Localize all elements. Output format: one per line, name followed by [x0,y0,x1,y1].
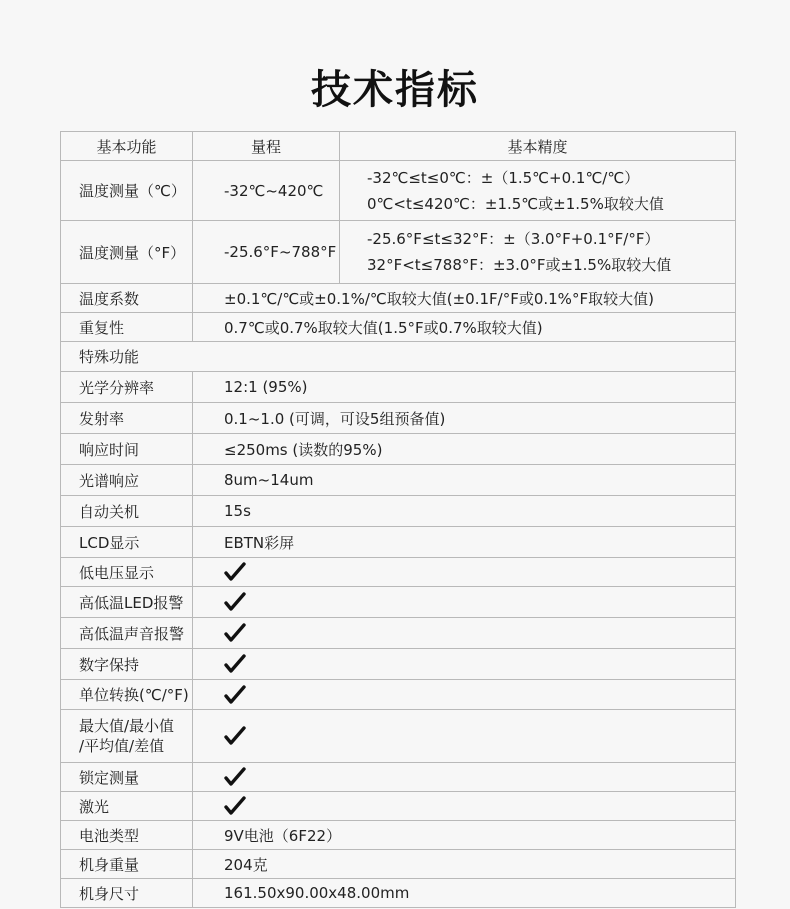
row-label: 高低温LED报警 [61,587,193,618]
table-row [61,821,736,850]
row-accuracy [340,221,736,284]
row-label: 单位转换(℃/°F) [61,680,193,710]
row-label: 电池类型 [61,821,193,850]
table-row [61,221,736,284]
table-row [61,434,736,465]
table-row [61,879,736,908]
row-check [193,618,736,649]
row-label: 重复性 [61,313,193,342]
row-label: 光谱响应 [61,465,193,496]
header-accuracy: 基本精度 [340,132,736,161]
table-row [61,284,736,313]
row-label [61,710,193,763]
checkmark-icon [224,767,246,787]
spec-table [60,131,736,908]
table-row [61,161,736,221]
table-row [61,763,736,792]
row-label: 响应时间 [61,434,193,465]
row-check [193,680,736,710]
header-range: 量程 [193,132,340,161]
row-label: 锁定测量 [61,763,193,792]
table-row [61,792,736,821]
row-range: -25.6°F~788°F [193,221,340,284]
row-label: 温度系数 [61,284,193,313]
row-check [193,710,736,763]
row-label: 机身重量 [61,850,193,879]
row-check [193,649,736,680]
row-value: 9V电池（6F22） [193,821,736,850]
row-value: 161.50x90.00x48.00mm [193,879,736,908]
section-label: 特殊功能 [61,342,736,372]
table-row [61,649,736,680]
table-row [61,558,736,587]
table-row [61,372,736,403]
section-row [61,342,736,372]
row-accuracy [340,161,736,221]
row-value: 0.1~1.0 (可调，可设5组预备值) [193,403,736,434]
row-label: 发射率 [61,403,193,434]
row-value: 12:1 (95%) [193,372,736,403]
page-title: 技术指标 [311,67,479,113]
row-value: ≤250ms (读数的95%) [193,434,736,465]
checkmark-icon [224,726,246,746]
table-header-row [61,132,736,161]
label-line: /平均值/差值 [79,737,165,755]
row-check [193,587,736,618]
checkmark-icon [224,623,246,643]
row-check [193,558,736,587]
checkmark-icon [224,654,246,674]
row-label: 温度测量（°F） [61,221,193,284]
accuracy-line: 0℃<t≤420℃：±1.5℃或±1.5%取较大值 [367,194,664,213]
table-row [61,403,736,434]
row-check [193,763,736,792]
row-label: 自动关机 [61,496,193,527]
table-row [61,710,736,763]
table-row [61,465,736,496]
row-label: 激光 [61,792,193,821]
accuracy-line: -32℃≤t≤0℃：±（1.5℃+0.1℃/℃） [367,168,640,187]
accuracy-line: 32°F<t≤788°F：±3.0°F或±1.5%取较大值 [367,256,672,274]
table-row [61,313,736,342]
row-value: 15s [193,496,736,527]
table-row [61,618,736,649]
row-label: 数字保持 [61,649,193,680]
row-range: -32℃~420℃ [193,161,340,221]
row-label: 光学分辨率 [61,372,193,403]
checkmark-icon [224,685,246,705]
row-value: 0.7℃或0.7%取较大值(1.5°F或0.7%取较大值) [193,313,736,342]
table-row [61,527,736,558]
checkmark-icon [224,796,246,816]
accuracy-line: -25.6°F≤t≤32°F：±（3.0°F+0.1°F/°F） [367,230,660,248]
table-row [61,850,736,879]
checkmark-icon [224,562,246,582]
row-label: 高低温声音报警 [61,618,193,649]
row-label: 低电压显示 [61,558,193,587]
table-row [61,680,736,710]
table-row [61,587,736,618]
row-label: LCD显示 [61,527,193,558]
row-value: EBTN彩屏 [193,527,736,558]
row-label: 机身尺寸 [61,879,193,908]
row-check [193,792,736,821]
row-value: 8um~14um [193,465,736,496]
header-function: 基本功能 [61,132,193,161]
row-label: 温度测量（℃） [61,161,193,221]
table-row [61,496,736,527]
row-value: ±0.1℃/℃或±0.1%/℃取较大值(±0.1F/°F或0.1%°F取较大值) [193,284,736,313]
row-value: 204克 [193,850,736,879]
label-line: 最大值/最小值 [79,717,175,735]
checkmark-icon [224,592,246,612]
